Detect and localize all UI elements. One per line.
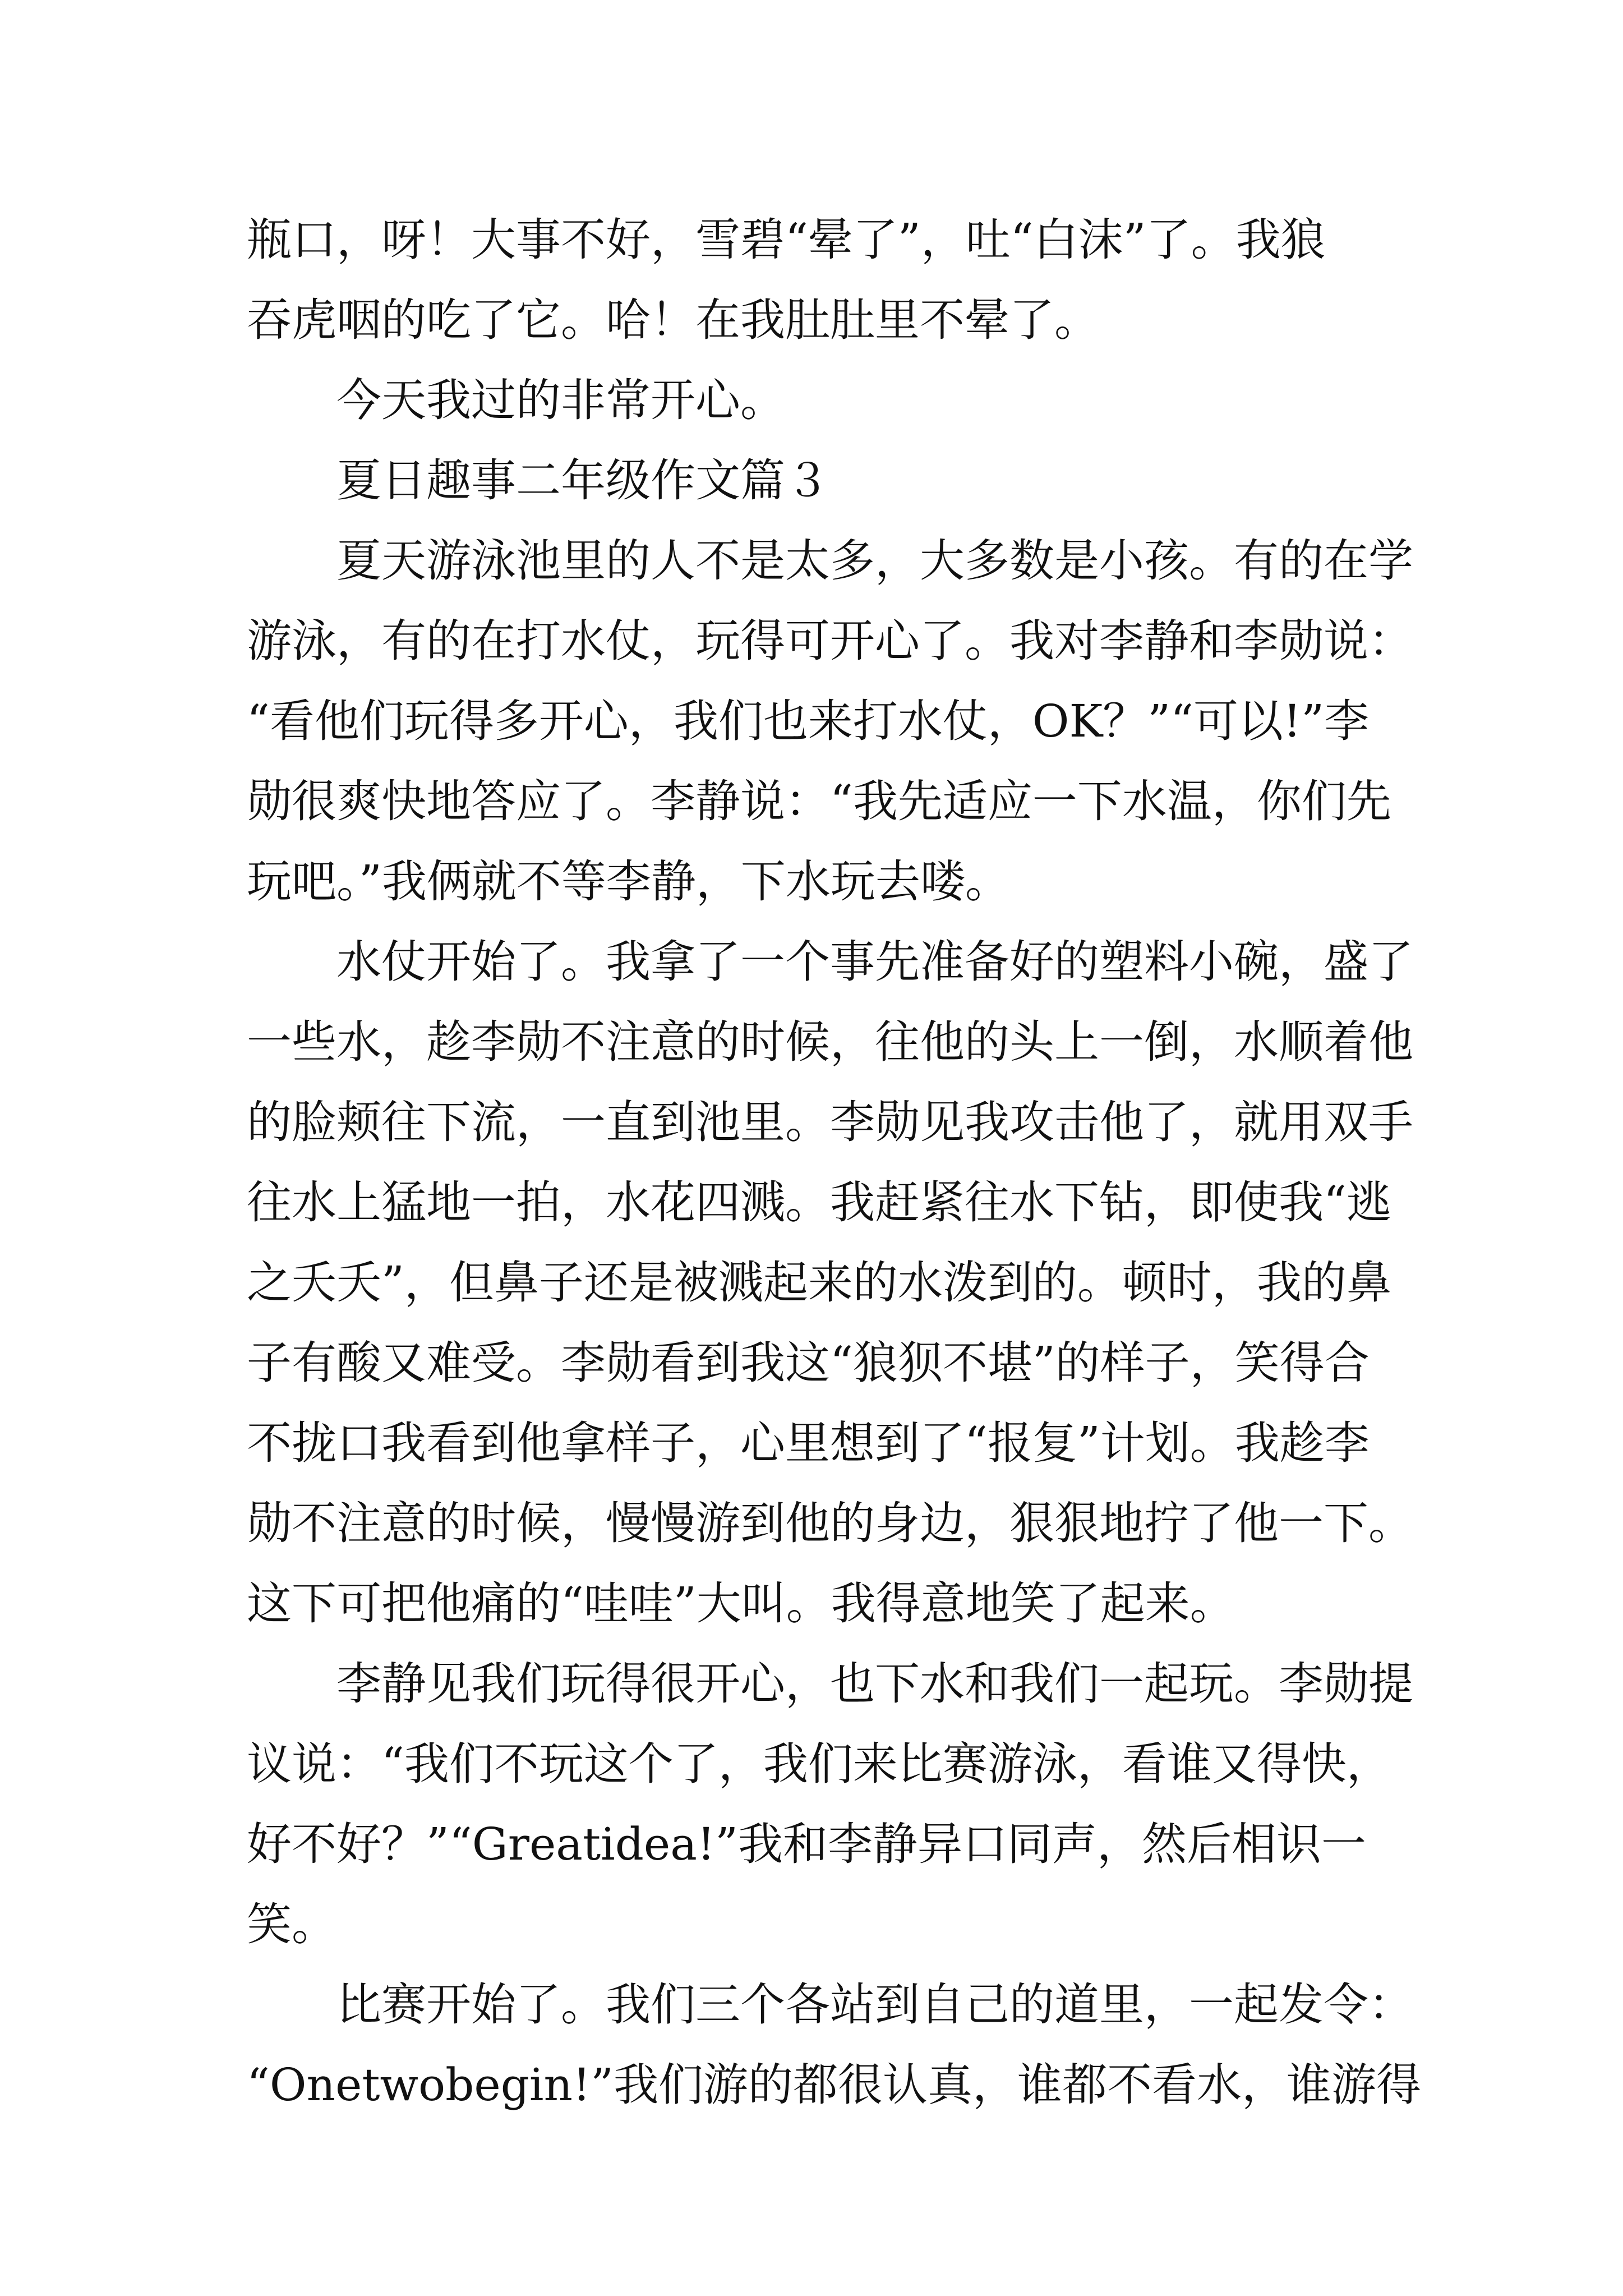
paragraph-line: 比赛开始了。我们三个各站到自己的道里，一起发令： bbox=[336, 1978, 1413, 2031]
text-line: 笑。 bbox=[247, 1898, 336, 1950]
text-line: “看他们玩得多开心，我们也来打水仗，OK？”“可以!”李 bbox=[247, 695, 1370, 747]
text-line: 好不好？”“Greatidea!”我和李静异口同声，然后相识一 bbox=[247, 1818, 1367, 1870]
text-line: 往水上猛地一拍，水花四溅。我赶紧往水下钻，即使我“逃 bbox=[247, 1176, 1391, 1228]
text-line: 的脸颊往下流，一直到池里。李勋见我攻击他了，就用双手 bbox=[247, 1096, 1413, 1148]
text-line: 玩吧。”我俩就不等李静，下水玩去喽。 bbox=[247, 855, 1010, 908]
text-line: 这下可把他痛的“哇哇”大叫。我得意地笑了起来。 bbox=[247, 1577, 1235, 1630]
text-line: 勋很爽快地答应了。李静说：“我先适应一下水温，你们先 bbox=[247, 775, 1391, 827]
text-line: 议说：“我们不玩这个了，我们来比赛游泳，看谁又得快， bbox=[247, 1738, 1391, 1790]
text-line: 一些水，趁李勋不注意的时候，往他的头上一倒，水顺着他 bbox=[247, 1016, 1413, 1068]
text-line: 之夭夭”，但鼻子还是被溅起来的水泼到的。顿时，我的鼻 bbox=[247, 1257, 1391, 1309]
text-line: 勋不注意的时候，慢慢游到他的身边，狠狠地拧了他一下。 bbox=[247, 1497, 1413, 1549]
text-line: 瓶口，呀！大事不好，雪碧“晕了”，吐“白沫”了。我狼 bbox=[247, 214, 1326, 266]
paragraph-line: 夏天游泳池里的人不是太多，大多数是小孩。有的在学 bbox=[336, 535, 1413, 587]
text-line: 子有酸又难受。李勋看到我这“狼狈不堪”的样子，笑得合 bbox=[247, 1337, 1370, 1389]
section-heading: 夏日趣事二年级作文篇３ bbox=[336, 454, 830, 507]
text-line: 不拢口我看到他拿样子，心里想到了“报复”计划。我趁李 bbox=[247, 1417, 1370, 1469]
text-line: 游泳，有的在打水仗，玩得可开心了。我对李静和李勋说： bbox=[247, 615, 1413, 667]
text-line: “Onetwobegin!”我们游的都很认真，谁都不看水，谁游得 bbox=[247, 2059, 1422, 2111]
text-line: 吞虎咽的吃了它。哈！在我肚肚里不晕了。 bbox=[247, 294, 1099, 346]
paragraph-line: 李静见我们玩得很开心，也下水和我们一起玩。李勋提 bbox=[336, 1658, 1413, 1710]
paragraph-line: 今天我过的非常开心。 bbox=[336, 374, 785, 426]
paragraph-line: 水仗开始了。我拿了一个事先准备好的塑料小碗，盛了 bbox=[336, 936, 1413, 988]
